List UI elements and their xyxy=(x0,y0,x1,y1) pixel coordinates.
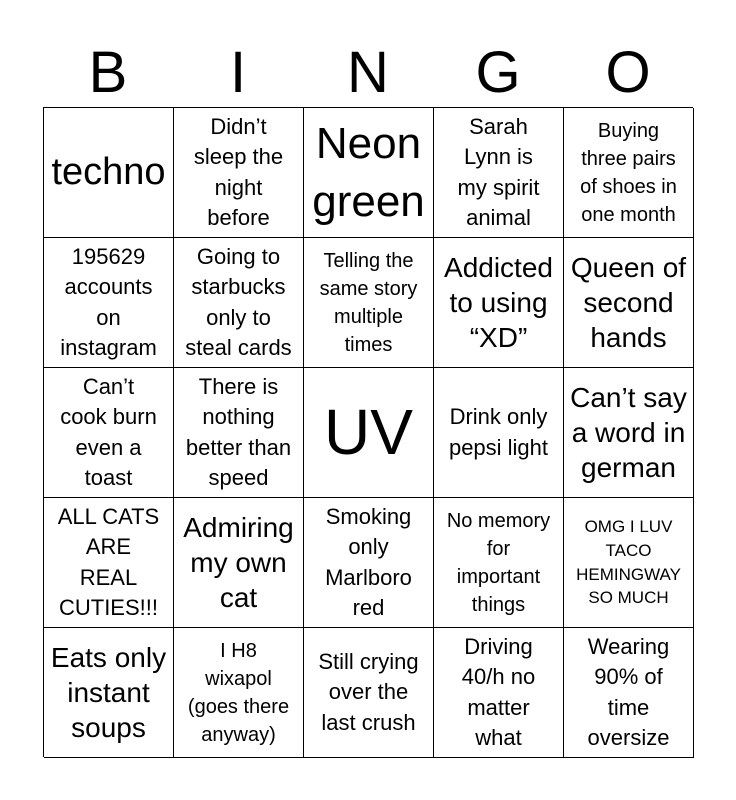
cell-text: Didn’t sleep the night before xyxy=(193,113,284,230)
cell-text: Driving 40/h no matter what xyxy=(461,633,536,750)
cell-text: Can’t say a word in german xyxy=(570,382,687,483)
header-letter-i: I xyxy=(229,40,247,105)
bingo-cell[interactable] xyxy=(44,628,174,758)
cell-text: 195629 accounts on instagram xyxy=(60,243,157,360)
cell-text: ALL CATS ARE REAL CUTIES!!! xyxy=(57,503,160,620)
cell-text: Wearing 90% of time oversize xyxy=(587,633,670,750)
bingo-cell[interactable] xyxy=(174,108,304,238)
bingo-cell[interactable] xyxy=(434,628,564,758)
cell-text: OMG I LUV TACO HEMINGWAY SO MUCH xyxy=(576,516,681,608)
cell-text: Neon green xyxy=(312,119,425,226)
cell-text: No memory for important things xyxy=(446,509,551,616)
bingo-cell[interactable] xyxy=(44,498,174,628)
cell-text: Smoking only Marlboro red xyxy=(325,503,412,620)
cell-text: Drink only pepsi light xyxy=(448,404,549,460)
bingo-header xyxy=(43,40,693,106)
cell-text: Going to starbucks only to steal cards xyxy=(185,243,292,360)
bingo-cell[interactable] xyxy=(174,368,304,498)
cell-text: Telling the same story multiple times xyxy=(319,249,418,356)
bingo-cell[interactable] xyxy=(44,368,174,498)
header-letter-g: G xyxy=(475,40,521,105)
cell-text: Queen of second hands xyxy=(570,252,687,353)
bingo-board xyxy=(43,107,693,757)
cell-text: Addicted to using “XD” xyxy=(444,252,553,353)
cell-text: Buying three pairs of shoes in one month xyxy=(580,119,677,226)
bingo-cell[interactable] xyxy=(564,498,694,628)
bingo-cell[interactable] xyxy=(434,108,564,238)
bingo-cell[interactable] xyxy=(44,108,174,238)
bingo-cell[interactable] xyxy=(434,498,564,628)
bingo-cell[interactable] xyxy=(434,238,564,368)
bingo-cell[interactable] xyxy=(564,368,694,498)
cell-text: Sarah Lynn is my spirit animal xyxy=(457,113,540,230)
bingo-cell[interactable] xyxy=(174,238,304,368)
bingo-cell[interactable] xyxy=(174,498,304,628)
bingo-cell[interactable] xyxy=(434,368,564,498)
cell-text: UV xyxy=(324,396,413,469)
cell-text: Can’t cook burn even a toast xyxy=(60,373,157,490)
cell-text: There is nothing better than speed xyxy=(185,373,292,490)
bingo-cell[interactable] xyxy=(564,238,694,368)
bingo-cell[interactable] xyxy=(304,108,434,238)
bingo-cell[interactable] xyxy=(304,628,434,758)
cell-text: Eats only instant soups xyxy=(50,642,167,743)
header-letter-n: N xyxy=(347,40,389,105)
header-letter-o: O xyxy=(605,40,651,105)
bingo-cell[interactable] xyxy=(564,628,694,758)
bingo-cell[interactable] xyxy=(564,108,694,238)
cell-text: Still crying over the last crush xyxy=(318,648,419,735)
header-letter-b: B xyxy=(88,40,128,105)
cell-text: I H8 wixapol (goes there anyway) xyxy=(187,639,290,746)
cell-text: techno xyxy=(51,150,166,193)
bingo-cell[interactable] xyxy=(304,368,434,498)
bingo-cell[interactable] xyxy=(44,238,174,368)
bingo-cell[interactable] xyxy=(304,498,434,628)
cell-text: Admiring my own cat xyxy=(183,512,294,613)
bingo-cell[interactable] xyxy=(174,628,304,758)
bingo-cell[interactable] xyxy=(304,238,434,368)
